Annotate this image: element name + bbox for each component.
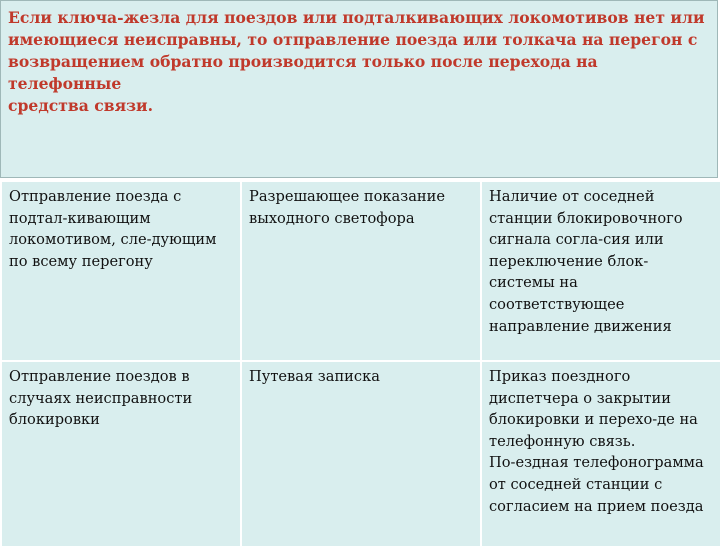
cell-permission: Путевая записка <box>241 361 481 547</box>
rules-table <box>0 180 720 548</box>
table-row <box>1 181 720 361</box>
cell-condition: Наличие от соседней станции блокировочного сигнала согла-сия или переключение блок- системы на соответствующее направление движения <box>481 181 720 361</box>
cell-case: Отправление поездов в случаях неисправности блокировки <box>1 361 241 547</box>
note-text: Если ключа-жезла для поездов или подталкивающих локомотивов нет или имеющиеся неисправны, то отправление поезда или толкача на перегон с возвращением обратно производится только после перехода на телефонные средства связи. <box>8 8 705 115</box>
cell-condition: Приказ поездного диспетчера о закрытии блокировки и перехо-де на телефонную связь. По-ездная телефонограмма от соседней станции с согласием на прием поезда <box>481 361 720 547</box>
table-row <box>1 361 720 547</box>
cell-case: Отправление поезда с подтал-кивающим локомотивом, сле-дующим по всему перегону <box>1 181 241 361</box>
note-box <box>0 0 718 178</box>
cell-permission: Разрешающее показание выходного светофора <box>241 181 481 361</box>
